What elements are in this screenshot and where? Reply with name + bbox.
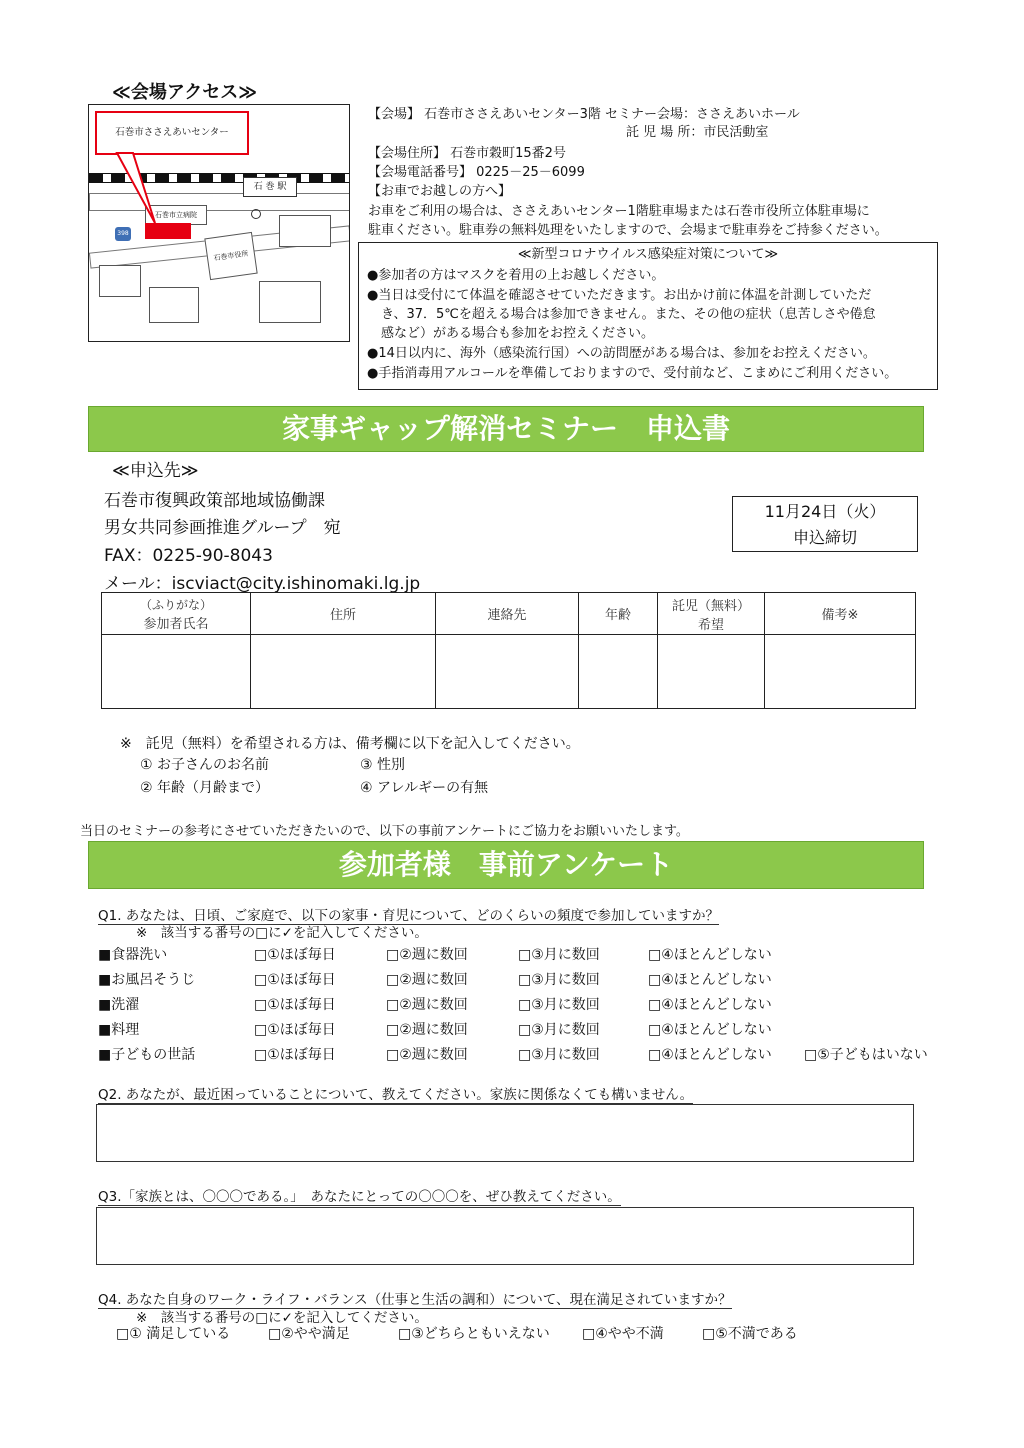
q1-question: Q1. あなたは、日頃、ご家庭で、以下の家事・育児について、どのくらいの頻度で参加していますか？	[98, 904, 719, 925]
childcare-field[interactable]	[658, 635, 765, 709]
venue-callout: 石巻市ささえあいセンター	[95, 111, 249, 155]
q3-answer-box[interactable]	[96, 1207, 914, 1265]
q1-option[interactable]: □②週に数回	[386, 972, 468, 988]
survey-intro: 当日のセミナーの参考にさせていただきたいので、以下の事前アンケートにご協力をお願いいたします。	[80, 824, 689, 839]
q1-option[interactable]: □④ほとんどしない	[648, 1022, 772, 1038]
q1-option[interactable]: □④ほとんどしない	[648, 1047, 772, 1063]
q1-option[interactable]: □①ほぼ毎日	[254, 947, 336, 963]
apply-group: 男女共同参画推進グループ 宛	[104, 518, 341, 538]
col-contact: 連絡先	[436, 593, 579, 635]
name-field[interactable]	[102, 635, 251, 709]
q4-note: ※ 該当する番号の□に✓を記入してください。	[136, 1310, 428, 1326]
remarks-field[interactable]	[765, 635, 916, 709]
childcare-item: ③ 性別	[360, 757, 406, 773]
hospital-block: 石巻市立病院	[145, 205, 207, 225]
q2-answer-box[interactable]	[96, 1104, 914, 1162]
col-age: 年齢	[579, 593, 658, 635]
covid-title: ≪新型コロナウイルス感染症対策について≫	[517, 247, 779, 262]
covid-line: き、37．5℃を超える場合は参加できません。また、その他の症状（息苦しさや倦怠	[381, 307, 876, 322]
age-field[interactable]	[579, 635, 658, 709]
q1-option[interactable]: □③月に数回	[518, 997, 600, 1013]
apply-heading: ≪申込先≫	[112, 461, 199, 481]
q1-option[interactable]: □③月に数回	[518, 1047, 600, 1063]
survey-title-bar: 参加者様 事前アンケート	[88, 841, 924, 889]
col-remarks: 備考※	[765, 593, 916, 635]
childcare-item: ① お子さんのお名前	[140, 757, 270, 773]
q1-option[interactable]: □①ほぼ毎日	[254, 1022, 336, 1038]
q2-question: Q2. あなたが、最近困っていることについて、教えてください。家族に関係なくても構いません。	[98, 1083, 693, 1104]
covid-line: ●当日は受付にて体温を確認させていただきます。お出かけ前に体温を計測していただ	[367, 288, 872, 303]
venue-phone: 【会場電話番号】 0225－25－6099	[368, 165, 585, 180]
venue-address: 【会場住所】 石巻市穀町15番2号	[368, 146, 566, 161]
childcare-item: ④ アレルギーの有無	[360, 780, 489, 796]
q1-option[interactable]: □③月に数回	[518, 947, 600, 963]
childcare-room: 託 児 場 所：市民活動室	[626, 125, 769, 140]
covid-line: 感など）がある場合も参加をお控えください。	[381, 326, 655, 341]
q1-option[interactable]: □①ほぼ毎日	[254, 1047, 336, 1063]
parking-heading: 【お車でお越しの方へ】	[368, 184, 512, 199]
q4-option[interactable]: □②やや満足	[268, 1326, 350, 1342]
q3-question: Q3.「家族とは、〇〇〇である。」 あなたにとっての〇〇〇を、ぜひ教えてください。	[98, 1185, 621, 1206]
q1-item: ■食器洗い	[98, 947, 168, 963]
q1-option[interactable]: □①ほぼ毎日	[254, 997, 336, 1013]
contact-field[interactable]	[436, 635, 579, 709]
registration-table	[101, 592, 916, 709]
venue-name: 【会場】 石巻市ささえあいセンター3階 セミナー会場：ささえあいホール	[368, 107, 800, 122]
q1-option[interactable]: □②週に数回	[386, 997, 468, 1013]
q4-question: Q4. あなた自身のワーク・ライフ・バランス（仕事と生活の調和）について、現在満足されていますか？	[98, 1288, 732, 1309]
apply-dept: 石巻市復興政策部地域協働課	[104, 491, 325, 511]
parking-text-1: お車をご利用の場合は、ささえあいセンター1階駐車場または石巻市役所立体駐車場に	[368, 204, 870, 219]
apply-mail: メール：iscviact@city.ishinomaki.lg.jp	[104, 574, 421, 594]
cityhall-block: 石巻市役所	[204, 232, 257, 280]
venue-map	[88, 104, 350, 342]
form-title-bar: 家事ギャップ解消セミナー 申込書	[88, 406, 924, 452]
col-address: 住所	[251, 593, 436, 635]
q1-option[interactable]: □④ほとんどしない	[648, 947, 772, 963]
q1-option[interactable]: □②週に数回	[386, 1022, 468, 1038]
col-name: （ふりがな） 参加者氏名	[102, 593, 251, 635]
q1-option[interactable]: □⑤子どもはいない	[804, 1047, 928, 1063]
q1-note: ※ 該当する番号の□に✓を記入してください。	[136, 925, 428, 941]
q1-option[interactable]: □③月に数回	[518, 1022, 600, 1038]
q1-item: ■洗濯	[98, 997, 140, 1013]
route-398-icon: 398	[115, 227, 131, 241]
covid-line: ●参加者の方はマスクを着用の上お越しください。	[367, 268, 665, 283]
col-childcare: 託児（無料） 希望	[658, 593, 765, 635]
q1-option[interactable]: □①ほぼ毎日	[254, 972, 336, 988]
q4-option[interactable]: □④やや不満	[582, 1326, 664, 1342]
parking-text-2: 駐車ください。駐車券の無料処理をいたしますので、会場まで駐車券をご持参ください。	[368, 223, 888, 238]
q1-option[interactable]: □④ほとんどしない	[648, 997, 772, 1013]
deadline-box	[732, 496, 918, 552]
deadline-date: 11月24日（火）	[764, 502, 886, 521]
childcare-note: ※ 託児（無料）を希望される方は、備考欄に以下を記入してください。	[120, 736, 580, 752]
access-title: ≪会場アクセス≫	[112, 82, 258, 103]
q1-item: ■料理	[98, 1022, 140, 1038]
station-label: 石 巻 駅	[243, 177, 297, 197]
address-field[interactable]	[251, 635, 436, 709]
covid-line: ●14日以内に、海外（感染流行国）への訪問歴がある場合は、参加をお控えください。	[367, 346, 876, 361]
q1-option[interactable]: □④ほとんどしない	[648, 972, 772, 988]
childcare-item: ② 年齢（月齢まで）	[140, 780, 270, 796]
q1-option[interactable]: □③月に数回	[518, 972, 600, 988]
q4-option[interactable]: □① 満足している	[116, 1326, 231, 1342]
deadline-label: 申込締切	[792, 528, 857, 547]
apply-fax: FAX：0225-90-8043	[104, 546, 273, 566]
covid-notice-box	[358, 242, 938, 390]
q1-option[interactable]: □②週に数回	[386, 1047, 468, 1063]
q4-option[interactable]: □③どちらともいえない	[398, 1326, 550, 1342]
q1-option[interactable]: □②週に数回	[386, 947, 468, 963]
q1-item: ■お風呂そうじ	[98, 972, 196, 988]
q4-option[interactable]: □⑤不満である	[702, 1326, 798, 1342]
covid-line: ●手指消毒用アルコールを準備しておりますので、受付前など、こまめにご利用ください。	[367, 366, 898, 381]
q1-item: ■子どもの世話	[98, 1047, 196, 1063]
callout-pointer	[89, 105, 349, 341]
